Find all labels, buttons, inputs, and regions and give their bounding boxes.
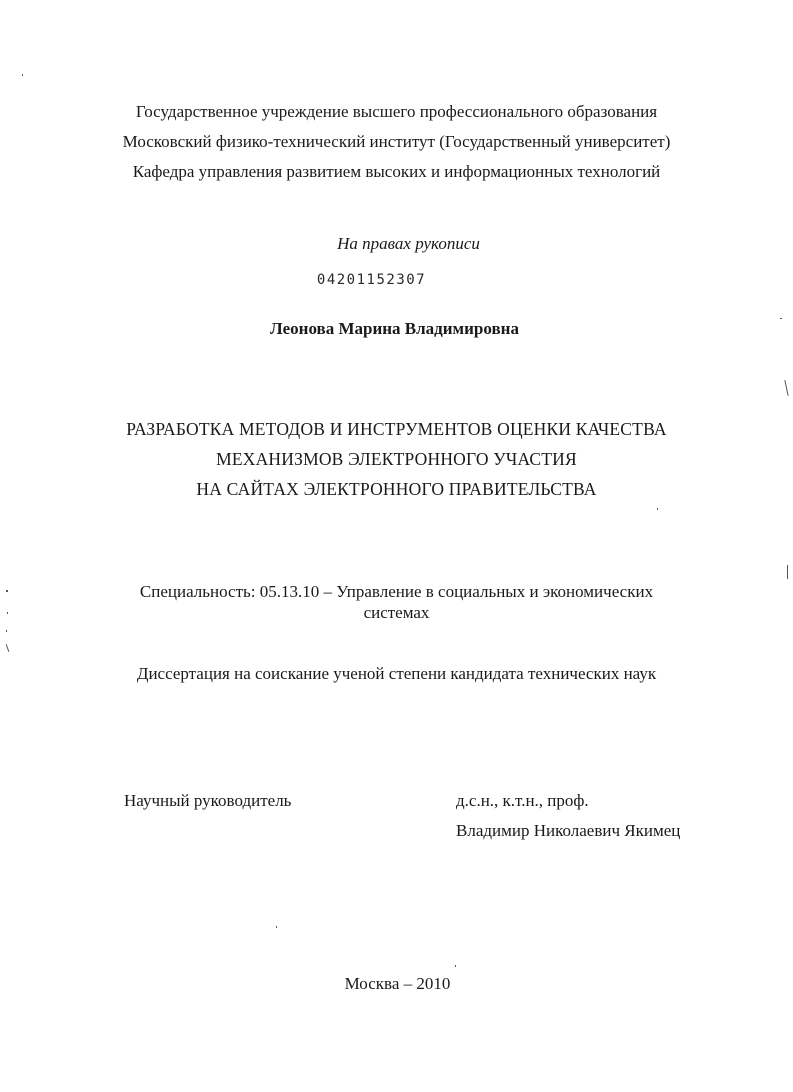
scan-speck [787, 565, 788, 579]
institution-line-3: Кафедра управления развитием высоких и информационных технологий [132, 162, 661, 181]
thesis-title-line-1: РАЗРАБОТКА МЕТОДОВ И ИНСТРУМЕНТОВ ОЦЕНКИ КАЧЕСТВА [126, 419, 667, 439]
catalog-number-stamp: 04201152307 [316, 272, 427, 288]
degree-statement: Диссертация на соискание ученой степени кандидата технических наук [136, 664, 657, 683]
institution-line-1: Государственное учреждение высшего профессионального образования [135, 102, 658, 121]
thesis-title-line-2: МЕХАНИЗМОВ ЭЛЕКТРОННОГО УЧАСТИЯ [216, 449, 577, 469]
institution-line-2: Московский физико-технический институт (Государственный университет) [122, 132, 671, 151]
supervisor-credentials: д.с.н., к.т.н., проф. [456, 791, 589, 810]
scan-speck [657, 508, 658, 510]
scan-speck [6, 590, 8, 592]
city-year: Москва – 2010 [344, 974, 451, 993]
scan-speck [276, 926, 277, 928]
scan-speck [6, 630, 7, 632]
specialty-line-2: системах [363, 603, 430, 622]
rights-note: На правах рукописи [337, 234, 480, 253]
scan-speck [784, 380, 788, 396]
author-name: Леонова Марина Владимировна [270, 319, 519, 338]
scan-speck [6, 644, 10, 652]
specialty-line-1: Специальность: 05.13.10 – Управление в социальных и экономических [139, 582, 654, 601]
supervisor-label: Научный руководитель [124, 791, 292, 810]
supervisor-name: Владимир Николаевич Якимец [456, 821, 681, 840]
scan-speck [455, 965, 456, 967]
scan-speck [22, 74, 23, 76]
scan-speck [7, 612, 8, 614]
thesis-title-line-3: НА САЙТАХ ЭЛЕКТРОННОГО ПРАВИТЕЛЬСТВА [196, 479, 597, 499]
scan-speck [780, 318, 782, 319]
